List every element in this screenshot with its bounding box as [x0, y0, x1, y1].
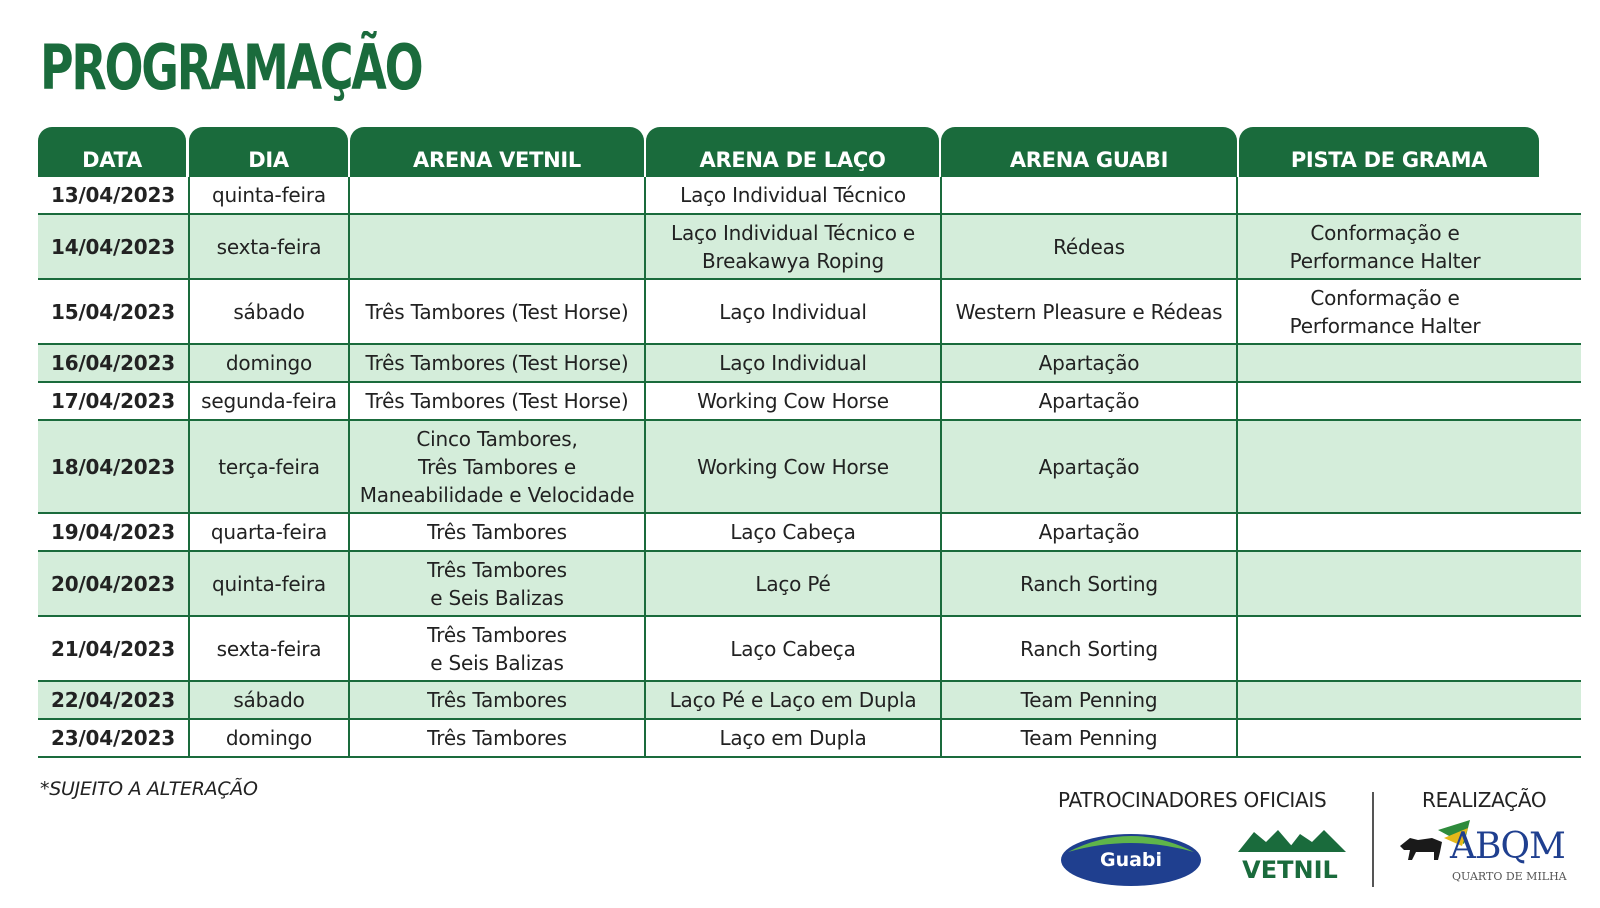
cell-arena-laco: Laço Cabeça: [644, 514, 940, 550]
cell-arena-vetnil: Três Tambores (Test Horse): [348, 280, 644, 343]
cell-arena-guabi: Apartação: [940, 345, 1236, 381]
cell-pista-grama: Conformação e Performance Halter: [1236, 280, 1532, 343]
cell-arena-vetnil: Três Tambores e Seis Balizas: [348, 617, 644, 680]
cell-arena-vetnil: Cinco Tambores, Três Tambores e Maneabilidade e Velocidade: [348, 421, 644, 512]
cell-arena-vetnil: Três Tambores: [348, 514, 644, 550]
cell-day: quinta-feira: [188, 552, 348, 615]
cell-arena-guabi: Team Penning: [940, 720, 1236, 756]
header-arena-vetnil: ARENA VETNIL: [350, 127, 644, 177]
cell-day: quinta-feira: [188, 177, 348, 213]
cell-pista-grama: [1236, 383, 1532, 419]
cell-pista-grama: [1236, 177, 1532, 213]
schedule-table: [38, 177, 1581, 758]
cell-day: domingo: [188, 720, 348, 756]
cell-day: sábado: [188, 280, 348, 343]
abqm-logo: [1398, 816, 1574, 888]
cell-date: 19/04/2023: [51, 520, 175, 544]
vetnil-logo-text: VETNIL: [1242, 856, 1338, 884]
cell-pista-grama: [1236, 514, 1532, 550]
cell-date: 14/04/2023: [51, 234, 175, 259]
cell-pista-grama: [1236, 682, 1532, 718]
cell-arena-vetnil: Três Tambores e Seis Balizas: [348, 552, 644, 615]
cell-date: 17/04/2023: [51, 389, 175, 413]
cell-date: 18/04/2023: [51, 454, 175, 479]
cell-arena-laco: Laço Individual Técnico e Breakawya Roping: [644, 215, 940, 278]
cell-arena-guabi: Team Penning: [940, 682, 1236, 718]
guabi-logo-text: Guabi: [1099, 849, 1163, 871]
cell-arena-guabi: Western Pleasure e Rédeas: [940, 280, 1236, 343]
cell-day: quarta-feira: [188, 514, 348, 550]
table-row: [38, 280, 1581, 345]
header-pista-grama: PISTA DE GRAMA: [1239, 127, 1539, 177]
cell-arena-guabi: Ranch Sorting: [940, 552, 1236, 615]
cell-arena-laco: Laço Pé: [644, 552, 940, 615]
cell-pista-grama: [1236, 552, 1532, 615]
cell-day: domingo: [188, 345, 348, 381]
table-row: [38, 177, 1581, 215]
cell-pista-grama: [1236, 421, 1532, 512]
header-day: DIA: [189, 127, 348, 177]
cell-day: terça-feira: [188, 421, 348, 512]
cell-date: 16/04/2023: [51, 351, 175, 375]
cell-date: 22/04/2023: [51, 688, 175, 712]
cell-arena-laco: Laço Individual: [644, 280, 940, 343]
abqm-logo-subtitle: QUARTO DE MILHA: [1452, 870, 1567, 883]
cell-pista-grama: [1236, 720, 1532, 756]
cell-arena-guabi: Rédeas: [940, 215, 1236, 278]
cell-date: 21/04/2023: [51, 636, 175, 661]
cell-arena-laco: Laço Cabeça: [644, 617, 940, 680]
table-row: [38, 617, 1581, 682]
table-row: [38, 552, 1581, 617]
disclaimer-note: *SUJEITO A ALTERAÇÃO: [40, 778, 258, 800]
header-arena-guabi: ARENA GUABI: [941, 127, 1237, 177]
cell-day: sexta-feira: [188, 617, 348, 680]
table-row: [38, 215, 1581, 280]
cell-arena-laco: Laço Pé e Laço em Dupla: [644, 682, 940, 718]
table-row: [38, 421, 1581, 514]
footer-divider: [1372, 792, 1374, 887]
cell-arena-vetnil: Três Tambores: [348, 682, 644, 718]
cell-date: 13/04/2023: [51, 183, 175, 207]
cell-date: 15/04/2023: [51, 299, 175, 324]
table-row: [38, 514, 1581, 552]
cell-pista-grama: [1236, 617, 1532, 680]
cell-day: sábado: [188, 682, 348, 718]
cell-arena-laco: Working Cow Horse: [644, 383, 940, 419]
cell-date: 23/04/2023: [51, 726, 175, 750]
cell-arena-vetnil: [348, 177, 644, 213]
realizacao-label: REALIZAÇÃO: [1422, 788, 1547, 812]
table-row: [38, 345, 1581, 383]
cell-arena-guabi: Apartação: [940, 421, 1236, 512]
cell-arena-guabi: Apartação: [940, 383, 1236, 419]
page-title: PROGRAMAÇÃO: [40, 31, 422, 104]
abqm-logo-text: ABQM: [1450, 826, 1565, 867]
table-row: [38, 682, 1581, 720]
table-header: [38, 127, 1581, 177]
cell-arena-laco: Laço Individual: [644, 345, 940, 381]
cell-arena-laco: Laço Individual Técnico: [644, 177, 940, 213]
header-date: DATA: [38, 127, 186, 177]
cell-day: sexta-feira: [188, 215, 348, 278]
header-arena-laco: ARENA DE LAÇO: [646, 127, 939, 177]
cell-arena-vetnil: Três Tambores (Test Horse): [348, 383, 644, 419]
cell-pista-grama: Conformação e Performance Halter: [1236, 215, 1532, 278]
cell-pista-grama: [1236, 345, 1532, 381]
cell-arena-guabi: Apartação: [940, 514, 1236, 550]
cell-arena-vetnil: [348, 215, 644, 278]
cell-arena-vetnil: Três Tambores: [348, 720, 644, 756]
cell-arena-guabi: Ranch Sorting: [940, 617, 1236, 680]
cell-arena-laco: Laço em Dupla: [644, 720, 940, 756]
cell-date: 20/04/2023: [51, 571, 175, 596]
cell-arena-guabi: [940, 177, 1236, 213]
table-row: [38, 720, 1581, 758]
table-row: [38, 383, 1581, 421]
vetnil-logo: [1228, 826, 1356, 884]
cell-day: segunda-feira: [188, 383, 348, 419]
guabi-logo: [1058, 826, 1204, 888]
cell-arena-laco: Working Cow Horse: [644, 421, 940, 512]
sponsors-label: PATROCINADORES OFICIAIS: [1058, 788, 1327, 812]
cell-arena-vetnil: Três Tambores (Test Horse): [348, 345, 644, 381]
